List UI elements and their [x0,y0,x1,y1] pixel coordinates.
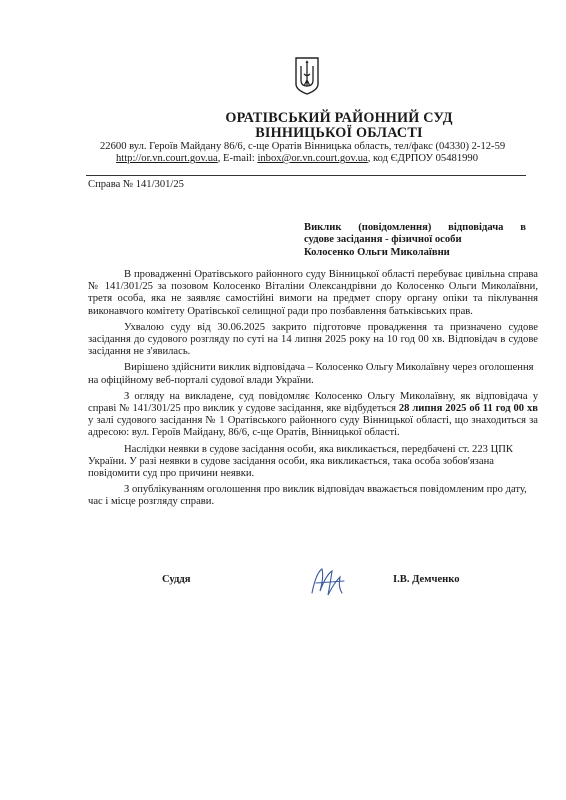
website-link[interactable]: http://or.vn.court.gov.ua [116,153,218,164]
paragraph-proceedings: В провадженні Оратівського районного суду Вінницької області перебуває цивільна справа № 141/301/25 за позовом Колосенко Віталіни Олександрівни до Колосенко Ольги Миколаївни, третя особа, яка не заявляє самостійні вимоги на предмет спору органу опіки та піклування виконавчого комітету Оратівської селищної ради про позбавлення батьківських прав. [88,269,538,317]
court-name: ОРАТІВСЬКИЙ РАЙОННИЙ СУД [225,110,453,126]
signer-role: Суддя [162,574,191,585]
paragraph-ruling: Ухвалою суду від 30.06.2025 закрито підготовче провадження та призначено судове засідання до судового розгляду по суті на 14 липня 2025 року на 10 год 00 хв. Відповідач в судове засідання не з'явилась. [88,321,538,358]
court-region: ВІННИЦЬКОЇ ОБЛАСТІ [255,125,423,141]
edrpou-code: , код ЄДРПОУ 05481990 [367,153,479,164]
paragraph-summons [88,391,538,440]
paragraph-consequences: Наслідки неявки в судове засідання особи, яка викликається, передбачені ст. 223 ЦПК України. У разі неявки в судове засідання особи, яка викликається, така особа зобов'язана повідомити суд про причини неявки. [88,443,513,480]
court-address: 22600 вул. Героїв Майдану 86/6, с-ще Оратів Вінницька область, тел/факс (04330) 2-12-59 [100,141,506,152]
signer-name: І.В. Демченко [393,574,460,585]
document-title [304,222,526,259]
paragraph-decision: Вирішено здійснити виклик відповідача – Колосенко Ольгу Миколаївну через оголошення на офіційному веб-порталі судової влади України. [88,362,534,386]
trident-coat-of-arms-icon [294,56,320,96]
handwritten-signature-icon [306,563,350,603]
paragraph-publication: З опублікуванням оголошення про виклик відповідач вважається повідомленим про дату, час і місце розгляду справи. [88,484,527,508]
summons-text-start: З огляду на викладене, суд повідомляє Колосенко Ольгу Миколаївну, як відповідача у справі № 141/301/25 про виклик у судове засідання, яке відбудеться [88,390,538,415]
email-link[interactable]: inbox@or.vn.court.gov.ua [257,153,368,164]
hearing-datetime: 28 липня 2025 об 11 год 00 хв [398,403,538,415]
summons-text-end: у залі судового засідання № 1 Оратівського районного суду Вінницької області, що знаходиться за адресою: вул. Героїв Майдану, 86/6, с-ще Оратів, Вінницької області. [88,415,538,439]
header-divider [86,175,526,176]
title-line-2: судове засідання - фізичної особи [304,234,462,246]
email-label: , E-mail: [217,153,258,164]
title-line-3: Колосенко Ольги Миколаївни [304,246,450,258]
court-contacts [116,153,478,164]
document-body [88,269,538,513]
title-line-1: Виклик (повідомлення) відповідача в [304,222,526,233]
case-number: Справа № 141/301/25 [88,179,184,190]
